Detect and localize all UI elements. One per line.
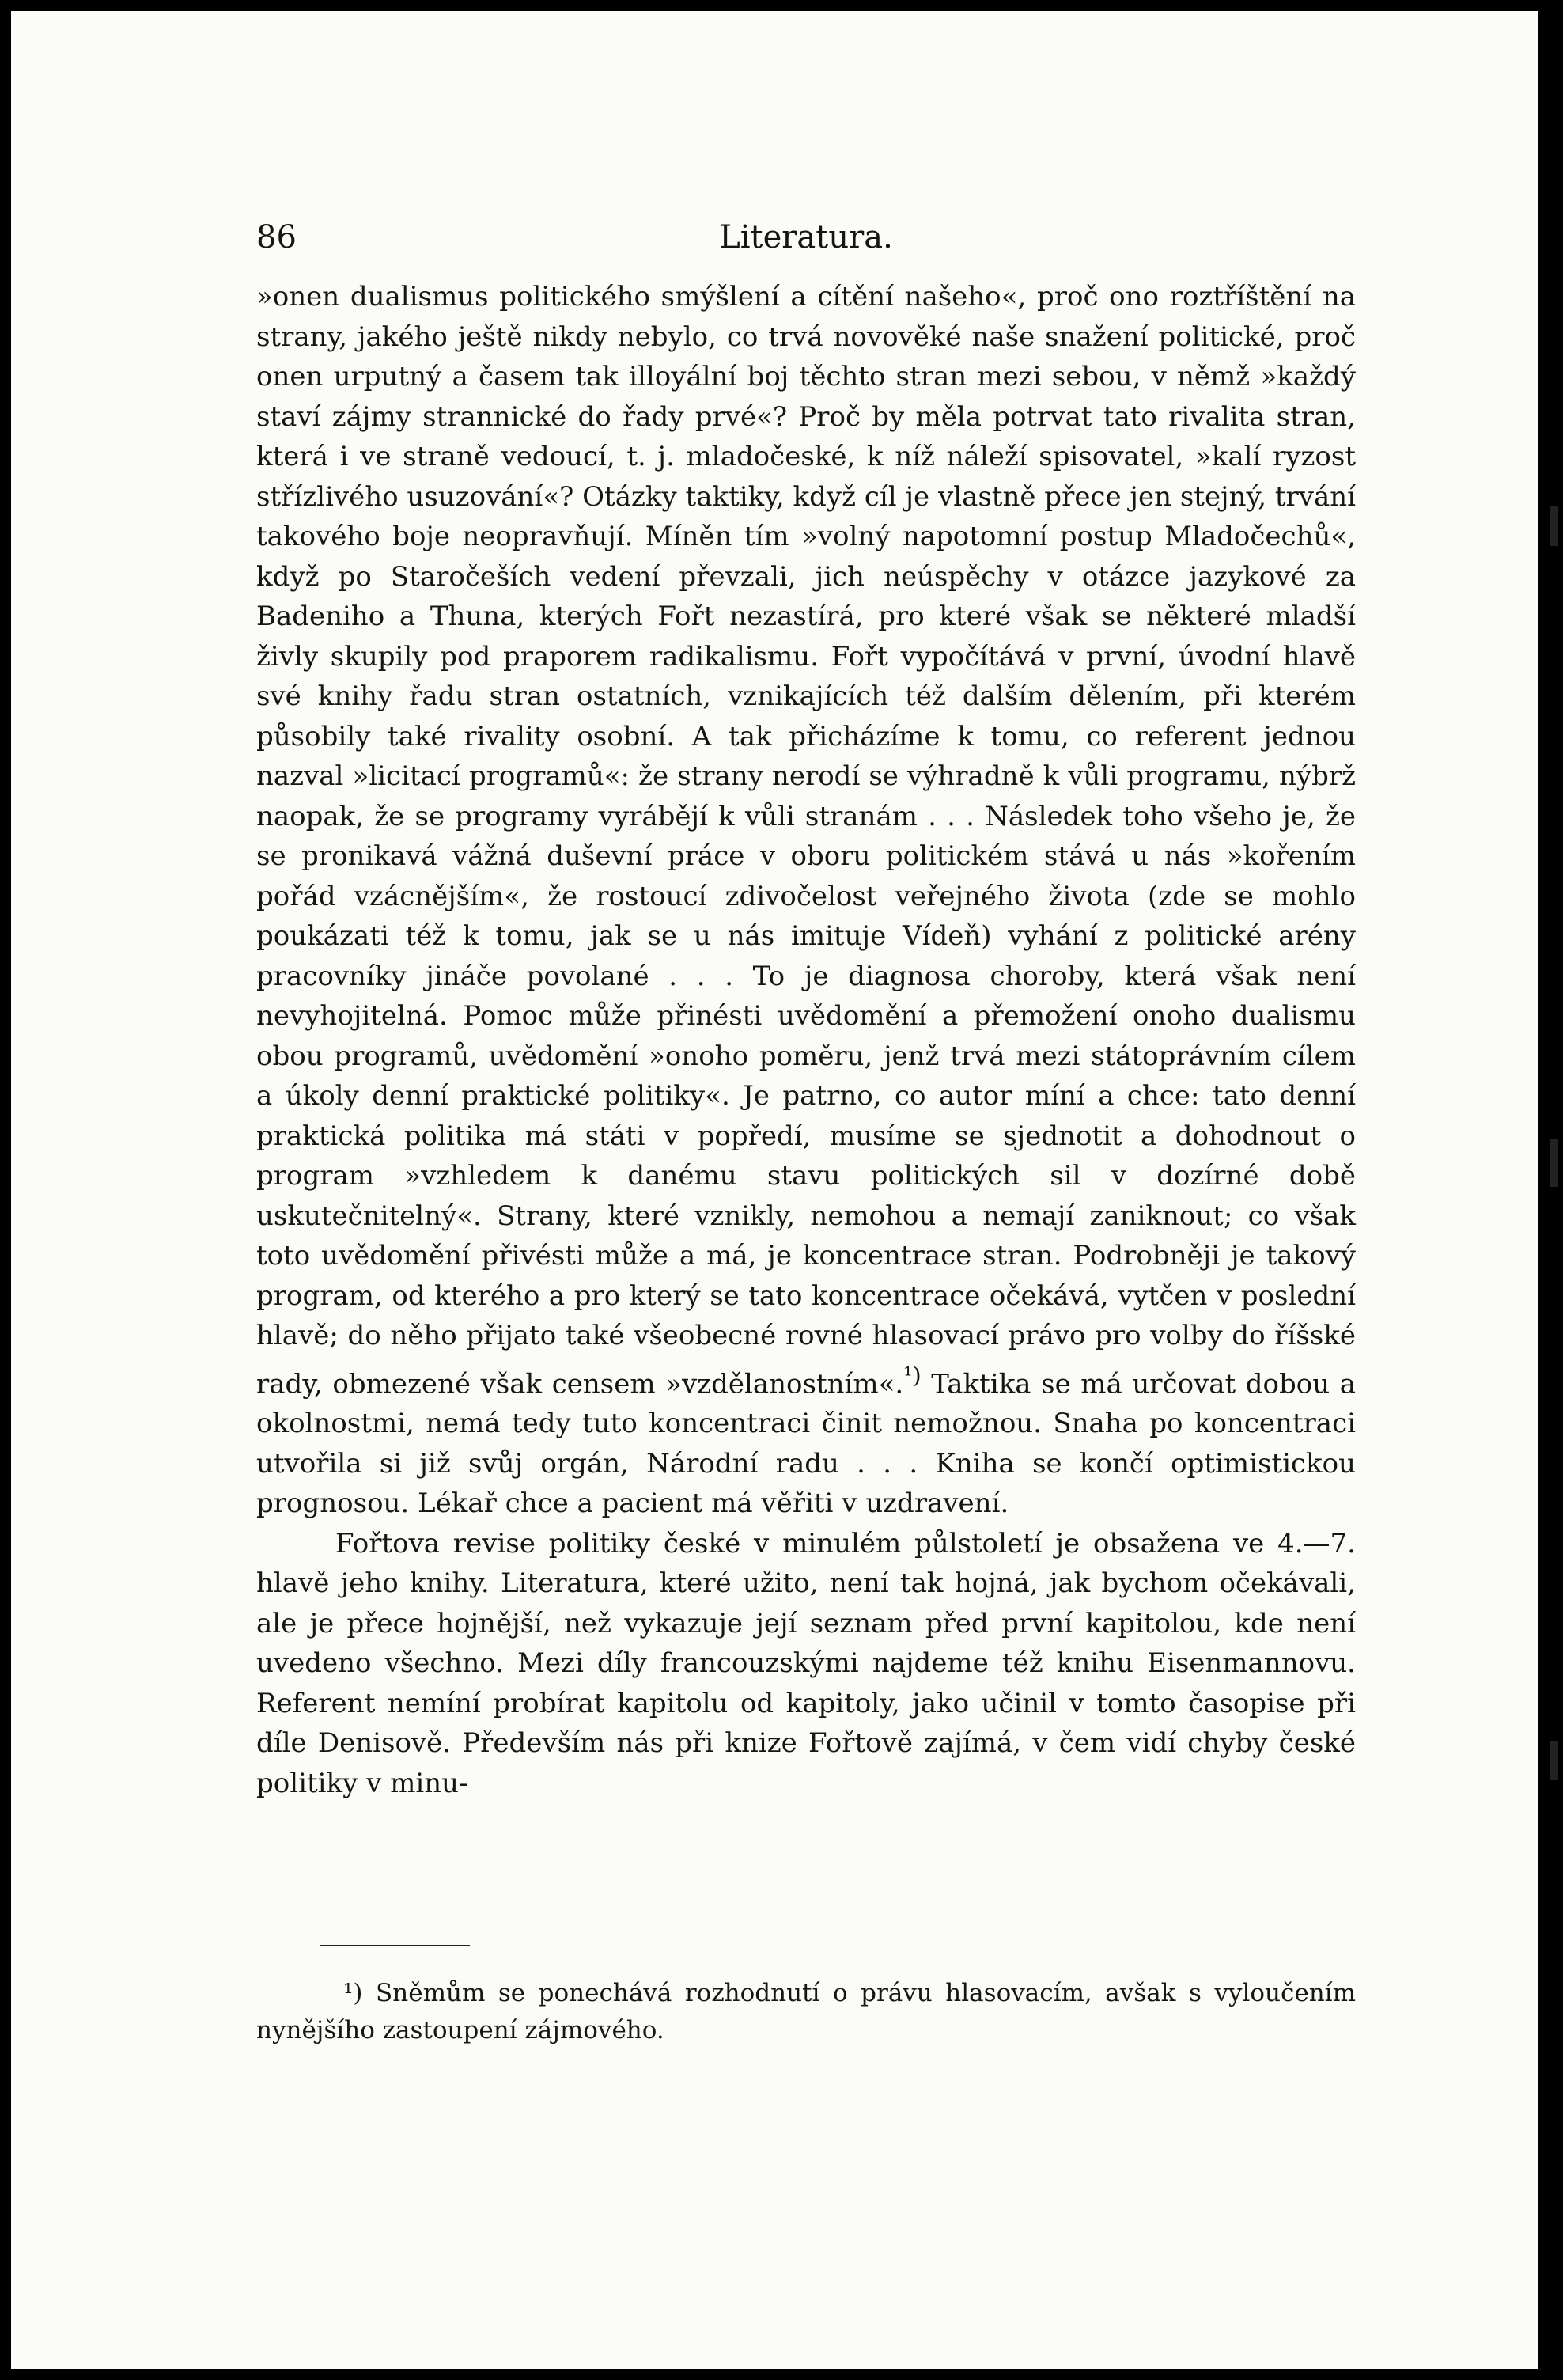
scan-edge-mark [1550, 1741, 1558, 1780]
paragraph-text: »onen dualismus politického smýšlení a cítění našeho«, proč ono roztříštění na strany, jakého ještě nikdy nebylo, co trvá novověké naše snažení politické, proč onen urputný a časem tak illoyální boj těchto stran mezi sebou, v němž »každý staví zájmy strannické do řady prvé«? Proč by měla potrvat tato rivalita stran, která i ve straně vedoucí, t. j. mladočeské, k níž náleží spisovatel, »kalí ryzost střízlivého usuzování«? Otázky taktiky, když cíl je vlastně přece jen stejný, trvání takového boje neopravňují. Míněn tím »volný napotomní postup Mladočechů«, když po Staročeších vedení převzali, jich neúspěchy v otázce jazykové za Badeniho a Thuna, kterých Fořt nezastírá, pro které však se některé mladší živly skupily pod praporem radikalismu. Fořt vypočítává v první, úvodní hlavě své knihy řadu stran ostatních, vznikajících též dalším dělením, při kterém působily také rivality osobní. A tak přicházíme k tomu, co referent jednou nazval »licitací programů«: že strany nerodí se výhradně k vůli programu, nýbrž naopak, že se programy vyrábějí k vůli stranám . . . Následek toho všeho je, že se pronikavá vážná duševní práce v oboru politickém stává u nás »kořením pořád vzácnějším«, že rostoucí zdivočelost veřejného života (zde se mohlo poukázati též k tomu, jak se u nás imituje Vídeň) vyhání z politické arény pracovníky jináče povolané . . . To je diagnosa choroby, která však není nevyhojitelná. Pomoc může přinésti uvědomění a přemožení onoho dualismu obou programů, uvědomění »onoho poměru, jenž trvá mezi státoprávním cílem a úkoly denní praktické politiky«. Je patrno, co autor míní a chce: tato denní praktická politika má státi v popředí, musíme se sjednotit a dohodnout o program »vzhledem k danému stavu politických sil v dozírné době uskutečnitelný«. Strany, které vznikly, nemohou a nemají zaniknout; co však toto uvědomění přivésti může a má, je koncentrace stran. Podrobněji je takový program, od kterého a pro který se tato koncentrace očekává, vytčen v poslední hlavě; do něho přijato také všeobecné rovné hlasovací právo pro volby do říšské rady, obmezené však censem »vzdělanostním«. [256, 281, 1356, 1400]
page-header [256, 214, 1356, 261]
footnote: ¹) Sněmům se ponechává rozhodnutí o právu hlasovacím, avšak s vyloučením nynějšího zastoupení zájmového. [256, 1979, 1356, 2045]
scan-edge-mark [1550, 1139, 1558, 1187]
paragraph-text-end: Taktika se má určovat dobou a okolnostmi, nemá tedy tuto koncentraci činit nemožnou. Snaha po koncentraci utvořila si již svůj orgán, Národní radu . . . Kniha se končí optimistickou prognosou. Lékař chce a pacient má věřiti v uzdravení. [256, 1367, 1357, 1520]
footnote-divider [320, 1945, 470, 1946]
paragraph [256, 277, 1356, 1524]
page-number: 86 [256, 219, 297, 256]
body-text [256, 277, 1356, 1803]
running-title: Literatura. [719, 219, 893, 256]
book-page [11, 11, 1538, 2369]
scan-edge-mark [1550, 506, 1558, 546]
paragraph: Fořtova revise politiky české v minulém půlstoletí je obsažena ve 4.—7. hlavě jeho knihy. Literatura, které užito, není tak hojná, jak bychom očekávali, ale je přece hojnější, než vykazuje její seznam před první kapitolou, kde není uvedeno všechno. Mezi díly francouzskými najdeme též knihu Eisenmannovu. Referent nemíní probírat kapitolu od kapitoly, jako učinil v tomto časopise při díle Denisově. Především nás při knize Fořtově zajímá, v čem vidí chyby české politiky v minu- [256, 1527, 1356, 1799]
footnote-reference: ¹) [903, 1362, 922, 1389]
